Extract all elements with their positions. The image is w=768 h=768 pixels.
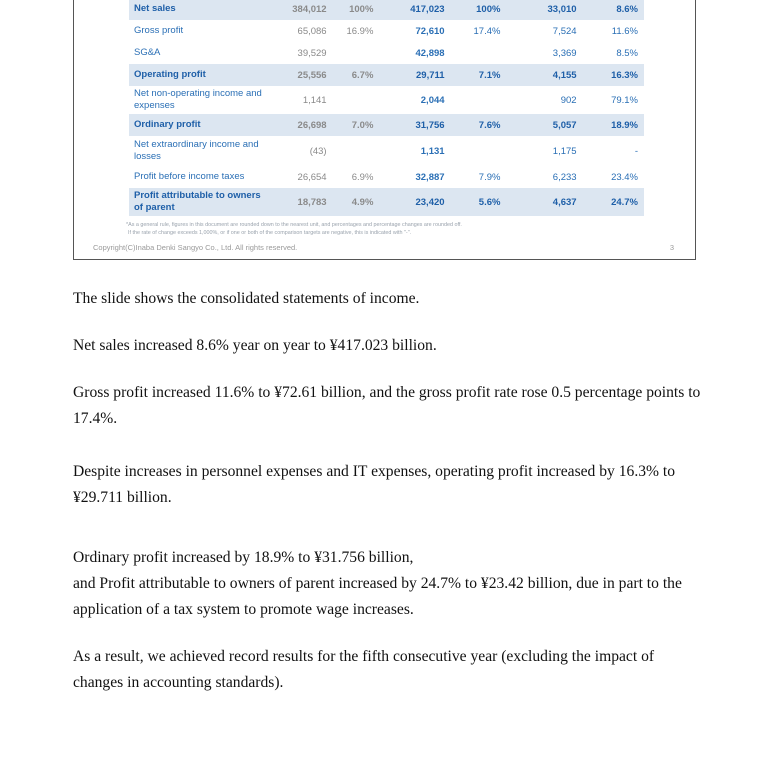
- table-footnote: [126, 221, 462, 237]
- prev-year-ratio: [331, 42, 378, 64]
- current-year-value: 417,023: [377, 0, 448, 20]
- commentary-text: [73, 286, 703, 717]
- prev-year-value: 26,698: [269, 114, 331, 136]
- current-year-value: 42,898: [415, 47, 445, 59]
- prev-year-ratio: [331, 86, 378, 114]
- prev-year-ratio: 6.7%: [331, 64, 378, 86]
- table-row: [129, 42, 644, 64]
- current-year-ratio: [449, 136, 505, 166]
- row-label: Net non-operating income and expenses: [134, 88, 262, 111]
- current-year-ratio: 7.6%: [449, 114, 505, 136]
- paragraph-gross-profit: Gross profit increased 11.6% to ¥72.61 billion, and the gross profit rate rose 0.5 percentage points to 17.4%.: [73, 384, 701, 427]
- current-year-value: 31,756: [377, 114, 448, 136]
- change-rate: 8.6%: [581, 0, 644, 20]
- current-year-ratio: [449, 42, 505, 64]
- paragraph-intro: The slide shows the consolidated statements of income.: [73, 290, 420, 307]
- change-value: 902: [560, 94, 577, 106]
- row-label: Net extraordinary income and losses: [134, 139, 259, 162]
- table-row: [129, 188, 644, 216]
- change-rate: 8.5%: [616, 47, 638, 59]
- change-value: 1,175: [552, 145, 577, 157]
- change-value: 4,155: [504, 64, 580, 86]
- page-number: 3: [669, 243, 674, 252]
- change-rate: 23.4%: [611, 171, 638, 183]
- change-rate: -: [634, 145, 638, 157]
- row-label: Profit attributable to owners of parent: [129, 188, 269, 216]
- prev-year-ratio: 100%: [331, 0, 378, 20]
- table-row: [129, 20, 644, 42]
- table-row: [129, 136, 644, 166]
- income-statement-table: [129, 0, 644, 216]
- table-row: [129, 86, 644, 114]
- paragraph-ordinary-profit-line2: and Profit attributable to owners of parent increased by 24.7% to ¥23.42 billion, due in part to the application of a tax system to promote wage increases.: [73, 575, 682, 618]
- row-label: SG&A: [134, 47, 161, 58]
- row-label: Operating profit: [129, 64, 269, 86]
- prev-year-value: 25,556: [269, 64, 331, 86]
- change-rate: 11.6%: [611, 25, 638, 37]
- paragraph-operating-profit: Despite increases in personnel expenses and IT expenses, operating profit increased by 16.3% to ¥29.711 billion.: [73, 463, 676, 506]
- row-label: Net sales: [129, 0, 269, 20]
- change-rate: 16.3%: [581, 64, 644, 86]
- current-year-value: 29,711: [377, 64, 448, 86]
- prev-year-value: 384,012: [269, 0, 331, 20]
- current-year-ratio: 100%: [449, 0, 505, 20]
- footnote-line-2: If the rate of change exceeds 1,000%, or if one or both of the comparison targets are negative, this is indicated with "-".: [128, 230, 412, 236]
- prev-year-value: 18,783: [269, 188, 331, 216]
- prev-year-ratio: 7.0%: [331, 114, 378, 136]
- prev-year-ratio: [331, 136, 378, 166]
- change-rate: 24.7%: [581, 188, 644, 216]
- change-rate: 79.1%: [611, 94, 638, 106]
- paragraph-ordinary-profit: [73, 545, 703, 623]
- copyright-text: Copyright(C)Inaba Denki Sangyo Co., Ltd. All rights reserved.: [93, 243, 298, 252]
- table-row: [129, 114, 644, 136]
- prev-year-value: (43): [309, 145, 327, 157]
- current-year-value: 72,610: [415, 25, 445, 37]
- row-label: Profit before income taxes: [134, 171, 245, 182]
- row-label: Gross profit: [134, 25, 184, 36]
- table-row: [129, 0, 644, 20]
- current-year-value: 1,131: [420, 145, 445, 157]
- change-value: 4,637: [504, 188, 580, 216]
- current-year-value: 2,044: [420, 94, 445, 106]
- current-year-ratio: 7.1%: [449, 64, 505, 86]
- prev-year-value: 39,529: [297, 47, 327, 59]
- row-label: Ordinary profit: [129, 114, 269, 136]
- table-row: [129, 64, 644, 86]
- paragraph-net-sales: Net sales increased 8.6% year on year to ¥417.023 billion.: [73, 337, 437, 354]
- change-value: 5,057: [504, 114, 580, 136]
- current-year-value: 23,420: [377, 188, 448, 216]
- prev-year-value: 26,654: [297, 171, 327, 183]
- change-value: 33,010: [504, 0, 580, 20]
- change-value: 3,369: [552, 47, 577, 59]
- current-year-value: 32,887: [415, 171, 445, 183]
- prev-year-value: 65,086: [297, 25, 327, 37]
- prev-year-ratio: 6.9%: [351, 171, 374, 183]
- change-rate: 18.9%: [581, 114, 644, 136]
- current-year-ratio: 5.6%: [449, 188, 505, 216]
- prev-year-ratio: 4.9%: [331, 188, 378, 216]
- current-year-ratio: [449, 86, 505, 114]
- slide-image: [73, 0, 696, 260]
- prev-year-ratio: 16.9%: [346, 25, 374, 37]
- table-row: [129, 166, 644, 188]
- change-value: 6,233: [552, 171, 577, 183]
- paragraph-ordinary-profit-line1: Ordinary profit increased by 18.9% to ¥31.756 billion,: [73, 549, 414, 566]
- paragraph-conclusion: As a result, we achieved record results for the fifth consecutive year (excluding the impact of changes in accounting standards).: [73, 648, 655, 691]
- change-value: 7,524: [552, 25, 577, 37]
- footnote-line-1: *As a general rule, figures in this document are rounded down to the nearest unit, and percentages and percentage changes are rounded off.: [126, 222, 462, 228]
- current-year-ratio: 7.9%: [478, 171, 501, 183]
- current-year-ratio: 17.4%: [473, 25, 501, 37]
- prev-year-value: 1,141: [302, 94, 327, 106]
